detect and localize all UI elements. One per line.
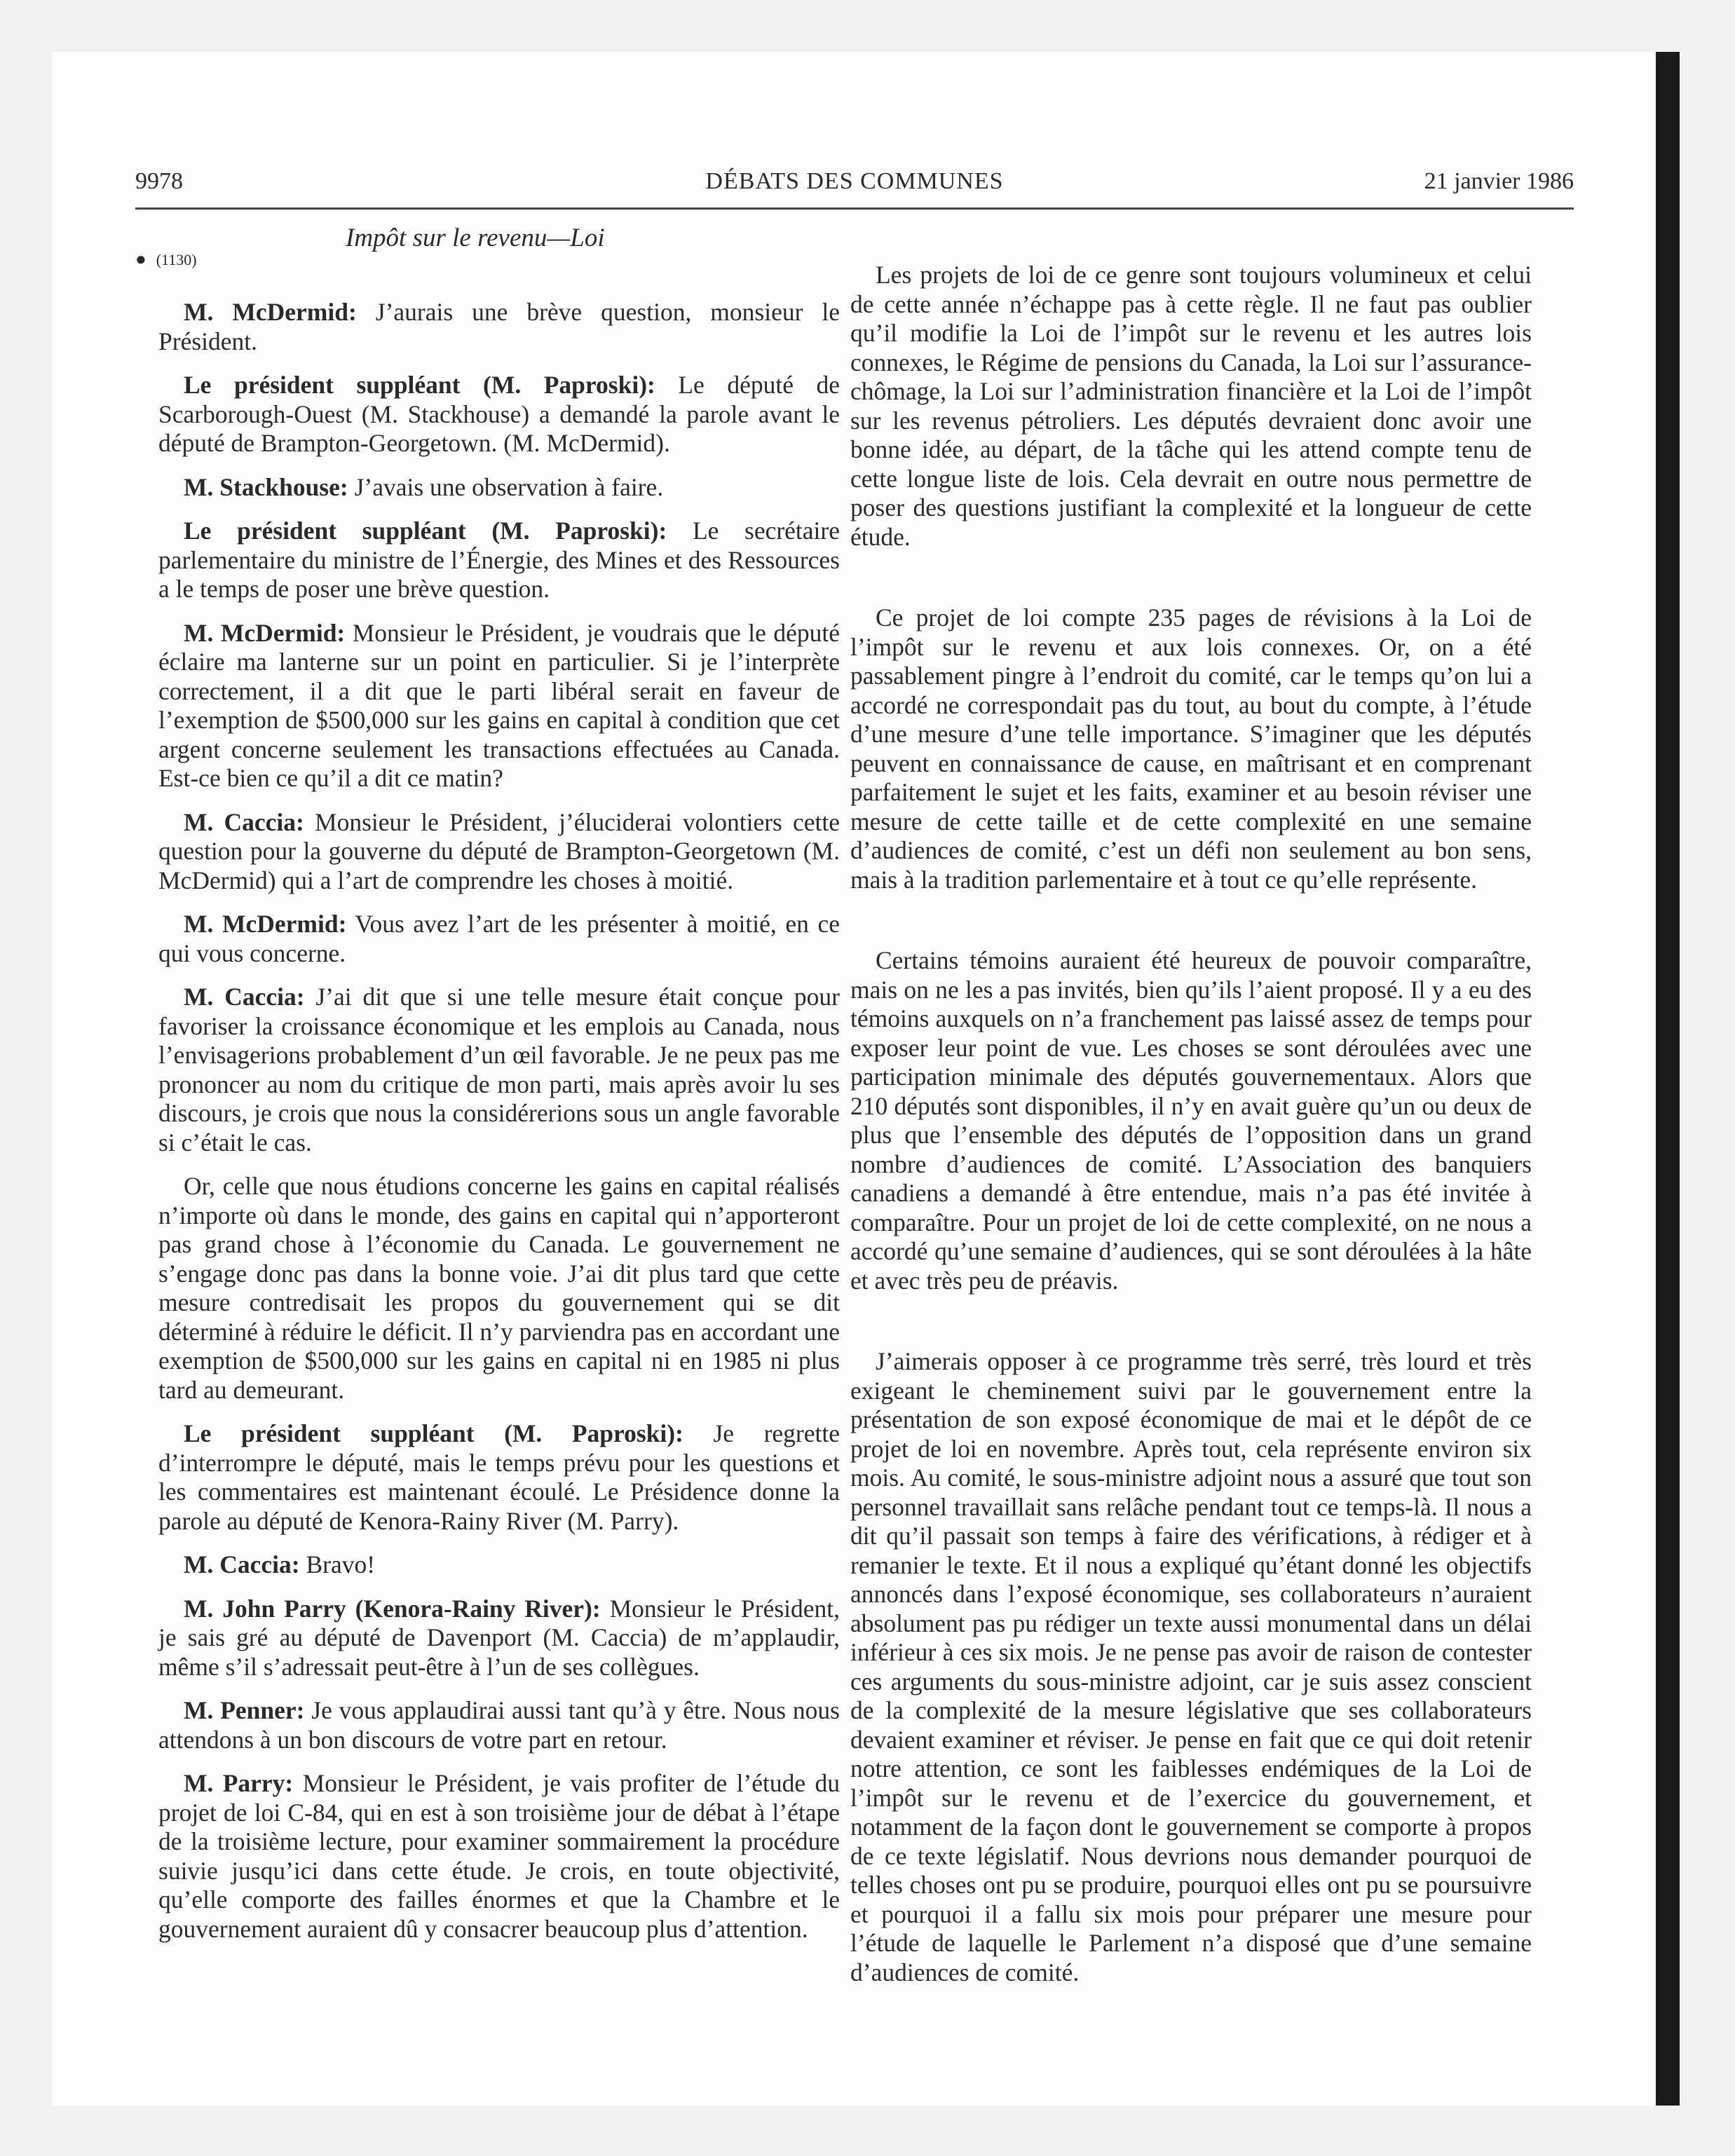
right-column — [850, 261, 1532, 1987]
speech-text: Je vous applaudirai aussi tant qu’à y être. Nous nous attendons à un bon discours de votre part en retour. — [158, 1696, 840, 1754]
paragraph — [158, 517, 840, 604]
paragraph: Certains témoins auraient été heureux de pouvoir comparaître, mais on ne les a pas invités, bien qu’ils l’aient proposé. Il y a eu des témoins auxquels on n’a franchement pas laissé assez de temps pour exposer leur point de vue. Les choses se sont déroulées avec une participation minimale des députés gouvernementaux. Alors que 210 députés sont disponibles, il n’y en avait guère qu’un ou deux de plus que l’ensemble des députés de l’opposition dans un grand nombre d’audiences de comité. L’Association des banquiers canadiens a demandé à être entendue, mais n’a pas été invitée à comparaître. Pour un projet de loi de cette complexité, on ne nous a accordé qu’une semaine d’audiences, qui se sont déroulées à la hâte et avec très peu de préavis. — [850, 946, 1532, 1295]
paragraph — [158, 983, 840, 1157]
subject-heading: Impôt sur le revenu—Loi — [346, 224, 605, 252]
paragraph — [158, 1595, 840, 1682]
publication-title: DÉBATS DES COMMUNES — [705, 168, 1004, 194]
paragraph — [158, 619, 840, 793]
speech-text: Le secrétaire parlementaire du ministre de l’Énergie, des Mines et des Ressources a le temps de poser une brève question. — [158, 517, 840, 603]
speech-text: Or, celle que nous étudions concerne les gains en capital réalisés n’importe où dans le monde, des gains en capital qui n’apporteront pas grand chose à l’économie du Canada. Le gouvernement ne s’engage donc pas dans la bonne voie. J’ai dit plus tard que cette mesure contredisait les propos du gouvernement qui se dit déterminé à réduire le déficit. Il n’y parviendra pas en accordant une exemption de $500,000 sur les gains en capital ni en 1985 ni plus tard au demeurant. — [158, 1172, 840, 1404]
paragraph — [158, 808, 840, 896]
speaker-name: M. Penner: — [184, 1696, 305, 1724]
paragraph — [158, 910, 840, 968]
time-marker — [135, 249, 197, 270]
speech-text: Monsieur le Président, je vais profiter de l’étude du projet de loi C-84, qui en est à son troisième jour de débat à l’étape de la troisième lecture, pour examiner sommairement la procédure suivie jusqu’ici dans cette étude. Je crois, en toute objectivité, qu’elle comporte des failles énormes et que la Chambre et le gouvernement auraient dû y consacrer beaucoup plus d’attention. — [158, 1769, 840, 1943]
running-header — [135, 168, 1574, 210]
speaker-name: M. Caccia: — [184, 983, 305, 1011]
speaker-name: M. Caccia: — [184, 807, 304, 836]
paragraph — [158, 371, 840, 458]
speech-text: Le député de Scarborough-Ouest (M. Stackhouse) a demandé la parole avant le député de Brampton-Georgetown. (M. McDermid). — [158, 371, 840, 457]
speech-text: Monsieur le Président, j’éluciderai volontiers cette question pour la gouverne du député de Brampton-Georgetown (M. McDermid) qui a l’art de comprendre les choses à moitié. — [158, 807, 840, 894]
speaker-name: M. Stackhouse: — [184, 472, 348, 501]
speaker-name: Le président suppléant (M. Paproski): — [184, 371, 655, 399]
speaker-name: M. Parry: — [184, 1769, 294, 1797]
speech-text: Je regrette d’interrompre le député, mais le temps prévu pour les questions et les commentaires est maintenant écoulé. Le Présidence donne la parole au député de Kenora-Rainy River (M. Parry). — [158, 1419, 840, 1535]
page-number: 9978 — [135, 168, 183, 194]
paragraph: Ce projet de loi compte 235 pages de révisions à la Loi de l’impôt sur le revenu et aux lois connexes. Or, on a été passablement pingre à l’endroit du comité, car le temps qu’on lui a accordé ne correspondait pas du tout, au bout du compte, à l’étude d’une mesure d’une telle importance. S’imaginer que les députés peuvent en connaissance de cause, en maîtrisant et en comprenant parfaitement le sujet et les faits, examiner et au besoin réviser une mesure de cette taille et de cette complexité en une semaine d’audiences de comité, c’est un défi non seulement au bon sens, mais à la tradition parlementaire et à tout ce qu’elle représente. — [850, 603, 1532, 894]
speaker-name: M. John Parry (Kenora-Rainy River): — [184, 1594, 601, 1623]
speaker-name: M. Caccia: — [184, 1550, 300, 1578]
paragraph — [158, 1769, 840, 1944]
paragraph — [158, 1419, 840, 1536]
speech-text: J’avais une observation à faire. — [348, 472, 664, 501]
paragraph — [158, 1696, 840, 1754]
time-marker-label: (1130) — [156, 251, 197, 268]
paragraph: J’aimerais opposer à ce programme très serré, très lourd et très exigeant le cheminement suivi par le gouvernement entre la présentation de son exposé économique de mai et le dépôt de ce projet de loi en novembre. Après tout, cela représente environ six mois. Au comité, le sous-ministre adjoint nous a assuré que tout son personnel travaillait sans relâche pendant tout ce temps-là. Il nous a dit qu’il passait son temps à faire des vérifications, à rédiger et à remanier le texte. Et il nous a expliqué qu’étant donné les objectifs annoncés dans l’exposé économique, ses collaborateurs n’auraient absolument pas pu rédiger un texte aussi monumental dans un délai inférieur à ces six mois. Je ne pense pas avoir de raison de contester ces arguments du sous-ministre adjoint, car je suis assez conscient de la complexité de la mesure législative que ses collaborateurs devaient examiner et réviser. Je pense en fait que ce qui doit retenir notre attention, ce sont les faiblesses endémiques de la Loi de l’impôt sur le revenu et de l’exercice du gouvernement, et notamment de la façon dont le gouvernement se comporte à propos de ce texte législatif. Nous devrions nous demander pourquoi de telles choses ont pu se produire, pourquoi elles ont pu se poursuivre et pourquoi il a fallu six mois pour préparer une mesure pour l’étude de laquelle le Parlement n’a disposé que d’une semaine d’audiences de comité. — [850, 1347, 1532, 1986]
speaker-name: Le président suppléant (M. Paproski): — [184, 1419, 683, 1447]
speaker-name: M. McDermid: — [184, 910, 347, 938]
header-date: 21 janvier 1986 — [1424, 168, 1574, 194]
bullet-icon: ● — [135, 249, 147, 269]
speaker-name: Le président suppléant (M. Paproski): — [184, 517, 667, 545]
speech-text: Monsieur le Président, je voudrais que le député éclaire ma lanterne sur un point en particulier. Si je l’interprète correctement, il a dit que le parti libéral serait en faveur de l’exemption de $500,000 sur les gains en capital à condition que cet argent concerne seulement les transactions effectuées au Canada. Est-ce bien ce qu’il a dit ce matin? — [158, 618, 840, 792]
speech-text: Monsieur le Président, je sais gré au député de Davenport (M. Caccia) de m’applaudir, même s’il s’adressait peut-être à l’un de ses collègues. — [158, 1594, 840, 1681]
left-column — [158, 298, 840, 1958]
speech-text: Bravo! — [299, 1550, 376, 1578]
speaker-name: M. McDermid: — [184, 618, 346, 647]
binding-edge — [1656, 52, 1680, 2106]
paragraph — [158, 298, 840, 356]
speech-text: J’aurais une brève question, monsieur le Président. — [158, 298, 841, 355]
speaker-name: M. McDermid: — [184, 298, 357, 326]
paragraph — [158, 473, 840, 503]
paragraph: Les projets de loi de ce genre sont toujours volumineux et celui de cette année n’échappe pas à cette règle. Il ne faut pas oublier qu’il modifie la Loi de l’impôt sur le revenu et les autres lois connexes, le Régime de pensions du Canada, la Loi sur l’assurance-chômage, la Loi sur l’administration financière et la Loi de l’impôt sur les revenus pétroliers. Les députés devraient donc avoir une bonne idée, au départ, de la tâche qui les attend compte tenu de cette longue liste de lois. Cela devrait en outre nous permettre de poser des questions justifiant la complexité et la longueur de cette étude. — [850, 261, 1532, 551]
speech-text: J’ai dit que si une telle mesure était conçue pour favoriser la croissance économique et les emplois au Canada, nous l’envisagerions probablement d’un œil favorable. Je ne peux pas me prononcer au nom du critique de mon parti, mais après avoir lu ses discours, je crois que nous la considérerions sous un angle favorable si c’était le cas. — [158, 983, 841, 1157]
paragraph — [158, 1550, 840, 1580]
paragraph — [158, 1172, 840, 1405]
speech-text: Vous avez l’art de les présenter à moitié, en ce qui vous concerne. — [158, 910, 841, 967]
